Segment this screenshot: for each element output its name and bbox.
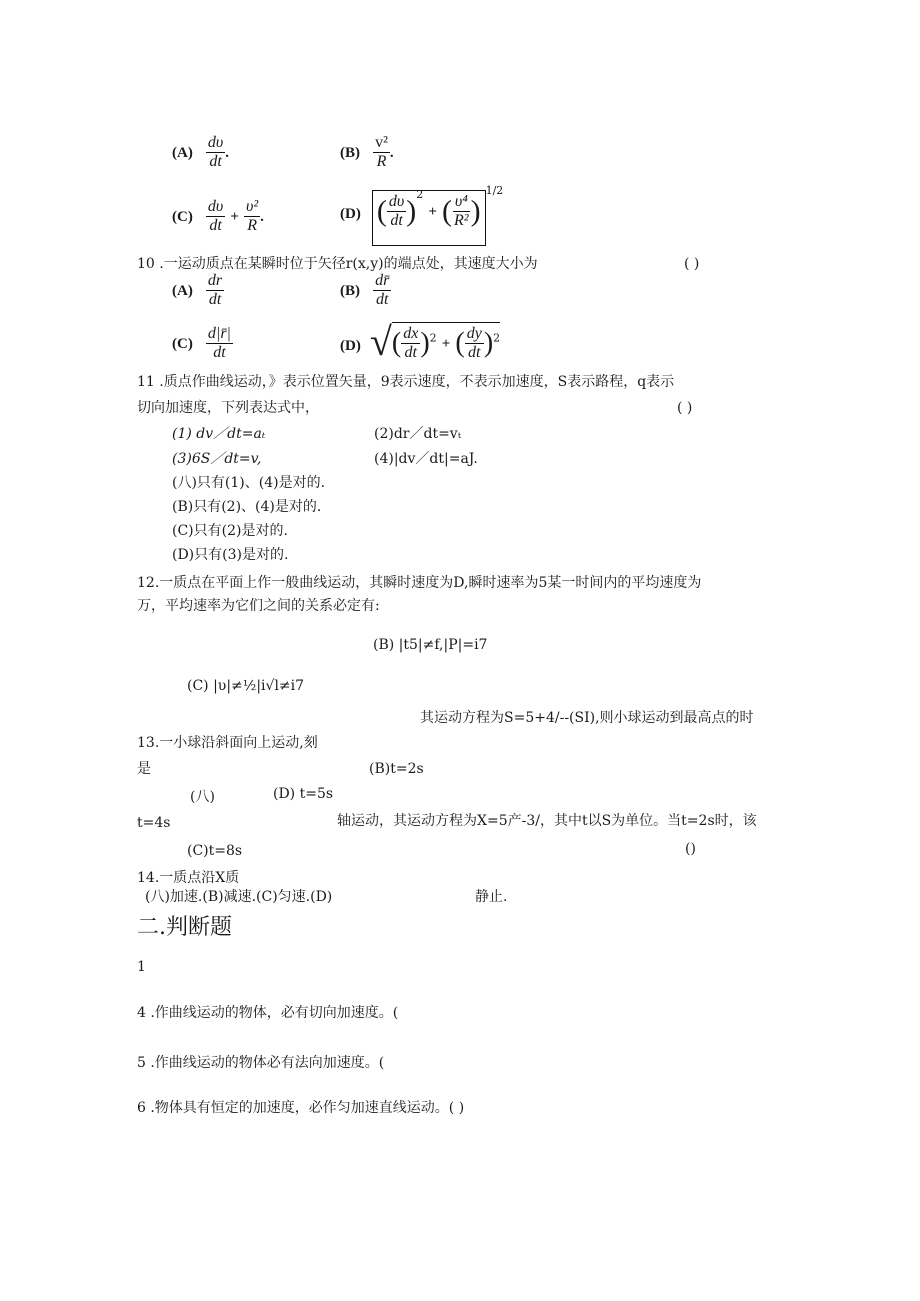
q11-expr-4: (4)|dv／dt|=aJ. xyxy=(374,451,478,467)
q10-d-exponent-2: 2 xyxy=(493,331,501,345)
q9-d-fraction-1 xyxy=(387,193,406,230)
q10-option-a xyxy=(172,272,224,309)
q10-d-numerator-2: dy xyxy=(466,324,482,342)
q10-d-numerator-1: dx xyxy=(403,324,419,342)
q9-d-label: (D) xyxy=(340,206,361,223)
q10-option-b xyxy=(340,272,391,309)
q14-option-d-text: 静止. xyxy=(475,889,508,905)
q9-b-denominator: R xyxy=(376,153,387,170)
q10-b-denominator: dt xyxy=(375,291,389,308)
q13-stem: 13.一小球沿斜面向上运动,刻 xyxy=(137,735,318,751)
q10-c-numerator: d|r̄| xyxy=(207,325,231,342)
q12-stem-line2: 万，平均速率为它们之间的关系必定有: xyxy=(137,598,380,614)
q11-option-c: (C)只有(2)是对的. xyxy=(172,523,288,539)
q9-b-label: (B) xyxy=(340,145,360,161)
q10-option-d xyxy=(340,318,500,365)
q9-a-fraction xyxy=(206,134,225,171)
q9-a-tail: . xyxy=(225,145,230,161)
q10-d-sqrt: √( $\frac{dx}{dt}$ )$^2$ + ( $\frac{dy}{dt}$ )$^2$ xyxy=(369,319,501,364)
q9-option-a xyxy=(172,134,229,171)
q9-option-d xyxy=(340,184,504,248)
q9-option-c xyxy=(172,198,264,235)
q9-c-plus: + xyxy=(230,209,239,225)
q10-b-numerator: dr̄ xyxy=(375,272,390,289)
q11-option-a: (八)只有(1)、(4)是对的. xyxy=(172,475,326,491)
q13-option-b: (B)t=2s xyxy=(369,761,424,777)
q9-d-exponent-1: 2 xyxy=(416,187,424,201)
q9-a-label: (A) xyxy=(172,145,193,161)
q10-option-c xyxy=(172,325,233,362)
q10-d-plus: + xyxy=(441,335,451,352)
q13-equation-tail: 其运动方程为S=5+4/--(SI),则小球运动到最高点的时 xyxy=(420,710,754,726)
q9-c-denominator-2: R xyxy=(247,217,257,234)
q11-answer-paren: ( ) xyxy=(677,400,693,416)
q13-option-a: (八) xyxy=(190,789,215,805)
q9-b-tail: . xyxy=(389,145,394,161)
q12-option-c: (C) |υ|≠½|i√l≠i7 xyxy=(187,678,305,694)
q9-b-fraction xyxy=(373,134,390,171)
q10-a-denominator: dt xyxy=(208,291,222,308)
q9-d-fraction-2 xyxy=(452,193,471,230)
q9-a-numerator: dυ xyxy=(207,134,224,151)
q10-d-denominator-2: dt xyxy=(468,343,481,361)
q12-option-b: (B) |t5|≠f,|P|=i7 xyxy=(373,637,488,653)
q13-option-t4: t=4s xyxy=(137,815,171,831)
sqrt-symbol-icon: √ xyxy=(369,319,392,364)
q14-equation-tail: 轴运动，其运动方程为X=5产-3/，其中t以S为单位。当t=2s时，该 xyxy=(337,813,757,829)
judgment-item-6: 6 .物体具有恒定的加速度，必作匀加速直线运动。( ) xyxy=(137,1100,465,1116)
q9-c-numerator-1: dυ xyxy=(207,198,224,215)
q9-c-tail: . xyxy=(260,209,264,225)
q10-c-denominator: dt xyxy=(213,344,226,361)
q10-d-exponent-1: 2 xyxy=(429,331,437,345)
q9-a-denominator: dt xyxy=(209,153,222,170)
q10-d-denominator-1: dt xyxy=(404,343,417,361)
q9-d-numerator-2: υ⁴ xyxy=(454,193,468,210)
q13-answer-paren: () xyxy=(685,841,696,857)
q9-d-numerator-1: dυ xyxy=(388,193,405,210)
q11-expr-1: (1) dv／dt=aₜ xyxy=(172,426,266,442)
q9-b-numerator: v² xyxy=(375,134,388,151)
q12-stem-line1: 12.一质点在平面上作一般曲线运动，其瞬时速度为D,瞬时速率为5某一时间内的平均速度为 xyxy=(137,575,702,591)
q9-c-fraction-2 xyxy=(244,198,260,235)
q10-a-numerator: dr xyxy=(207,272,223,289)
q10-d-label: (D) xyxy=(340,338,361,354)
q14-options: (八)加速.(B)减速.(C)匀速.(D) xyxy=(145,889,333,905)
q11-option-b: (B)只有(2)、(4)是对的. xyxy=(172,499,322,515)
q10-a-label: (A) xyxy=(172,283,193,299)
q9-d-denominator-1: dt xyxy=(390,212,403,229)
q11-expr-3: (3)6S／dt=v, xyxy=(172,451,262,467)
q14-stem: 14.一质点沿X质 xyxy=(137,870,240,886)
section-2-title: 二.判断题 xyxy=(137,915,232,940)
q11-stem-line1: 11 .质点作曲线运动，》表示位置矢量，9表示速度，不表示加速度，S表示路程，q表示 xyxy=(137,374,675,390)
judgment-item-4: 4 .作曲线运动的物体，必有切向加速度。( xyxy=(137,1005,399,1021)
q10-answer-paren: ( ) xyxy=(684,256,700,272)
q9-d-denominator-2: R² xyxy=(454,212,469,229)
q11-expr-2: (2)dr／dt=vₜ xyxy=(374,426,462,442)
q10-c-fraction xyxy=(206,325,233,362)
judgment-item-1: 1 xyxy=(137,959,146,975)
q9-c-numerator-2: υ² xyxy=(246,198,259,215)
q9-c-fraction-1 xyxy=(206,198,225,235)
q9-d-plus: + xyxy=(428,204,437,220)
q9-d-power: 1/2 xyxy=(485,184,504,197)
q13-shi: 是 xyxy=(137,761,151,777)
q9-d-bracket: ( $\frac{d\upsilon}{dt}$ )$^2$ + ( $\frac{\text{υ⁴}}{\text{R²}}$ ) xyxy=(372,190,486,246)
q13-option-d: (D) t=5s xyxy=(273,786,334,802)
q10-b-fraction xyxy=(373,272,391,309)
q9-c-denominator-1: dt xyxy=(209,217,222,234)
q10-stem: 10 .一运动质点在某瞬时位于矢径r(x,y)的端点处，其速度大小为 xyxy=(137,256,538,272)
q9-option-b xyxy=(340,134,394,171)
q11-option-d: (D)只有(3)是对的. xyxy=(172,547,289,563)
q9-c-label: (C) xyxy=(172,209,193,225)
q10-c-label: (C) xyxy=(172,336,193,352)
q10-b-label: (B) xyxy=(340,283,360,299)
judgment-item-5: 5 .作曲线运动的物体必有法向加速度。( xyxy=(137,1055,385,1071)
q13-option-c: (C)t=8s xyxy=(187,843,243,859)
q11-stem-line2: 切向加速度，下列表达式中， xyxy=(137,400,319,416)
q10-a-fraction xyxy=(206,272,224,309)
